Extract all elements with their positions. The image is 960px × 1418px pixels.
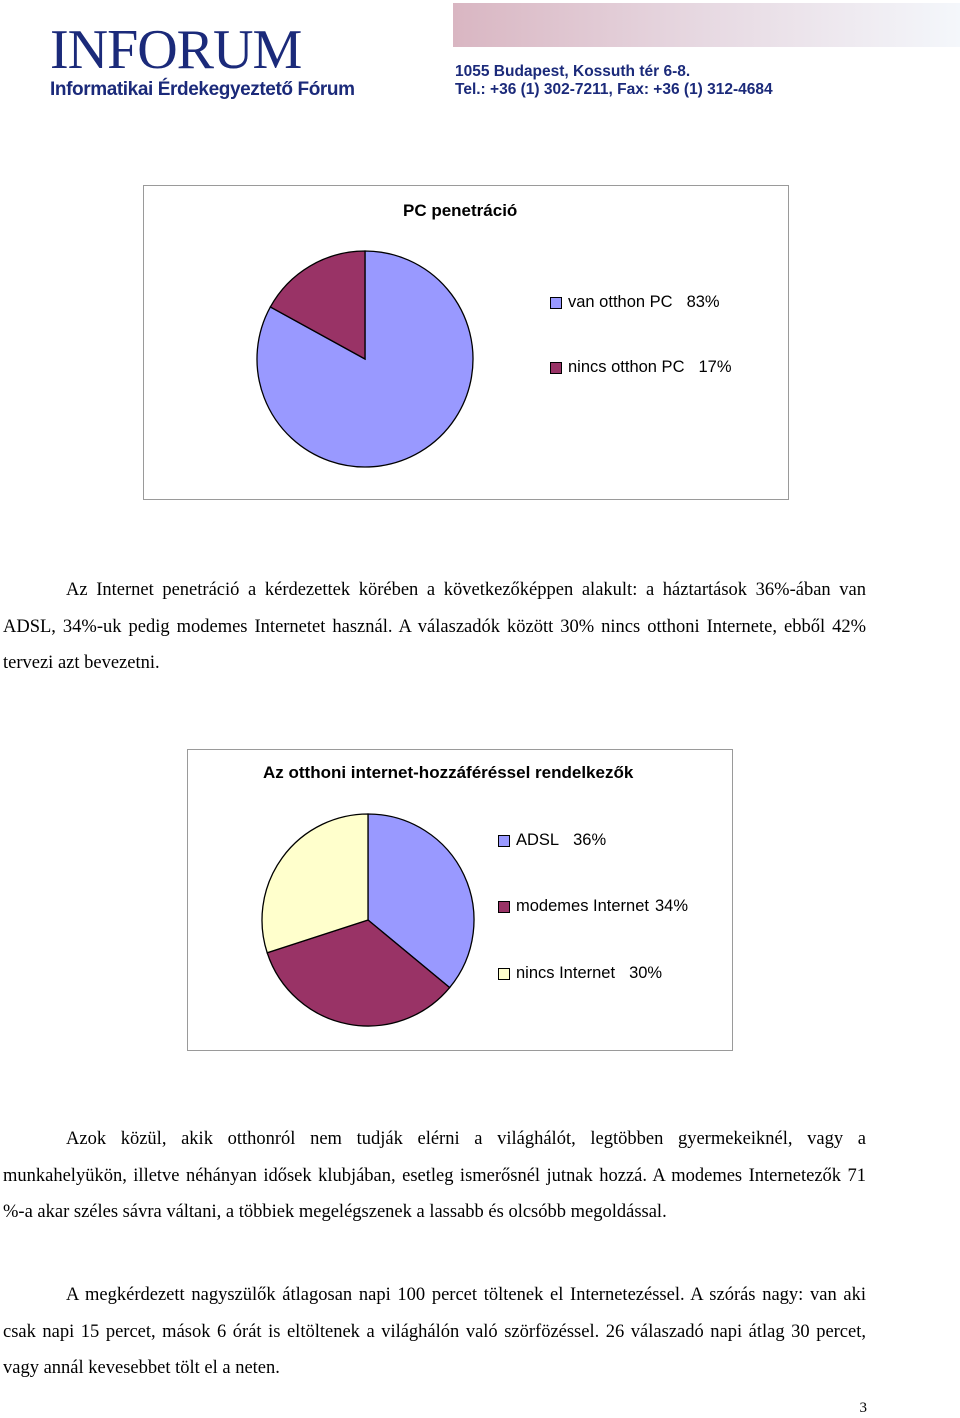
legend-label: modemes Internet xyxy=(516,897,649,915)
legend-value: 17% xyxy=(698,358,732,376)
header-gradient-band xyxy=(453,3,960,47)
pie-chart xyxy=(255,249,475,469)
pie-chart xyxy=(260,812,476,1028)
legend-label: ADSL xyxy=(516,831,560,849)
paragraph-time-spent xyxy=(3,1277,866,1387)
legend-swatch xyxy=(498,835,510,847)
contact-address xyxy=(455,63,773,99)
legend-item-van-otthon-pc xyxy=(550,293,720,312)
legend-item-adsl xyxy=(498,831,606,850)
legend-item-nincs-otthon-pc xyxy=(550,358,732,377)
legend-swatch xyxy=(550,362,562,374)
chart-title: PC penetráció xyxy=(403,201,518,220)
paragraph-text: A megkérdezett nagyszülők átlagosan napi 100 percet töltenek el Internetezéssel. A szórás nagy: van aki csak napi 15 percet, mások 6 órát is eltöltenek a világhálón való szörfözéssel. 26 válaszadó napi átlag 30 percet, vagy annál kevesebbet tölt el a neten. xyxy=(3,1285,866,1378)
legend-swatch xyxy=(498,901,510,913)
legend-value: 30% xyxy=(629,964,663,982)
legend-swatch xyxy=(498,968,510,980)
legend-value: 83% xyxy=(686,293,720,311)
page-number: 3 xyxy=(859,1400,867,1416)
paragraph-text: Azok közül, akik otthonról nem tudják elérni a világhálót, legtöbben gyermekeiknél, vagy a munkahelyükön, illetve néhányan idősek klubjában, esetleg ismerősnél jutnak hozzá. A modemes Internetezők 71 %-a akar széles sávra váltani, a többiek megelégszenek a lassabb és olcsóbb megoldással. xyxy=(3,1129,866,1222)
paragraph-text: Az Internet penetráció a kérdezettek körében a következőképpen alakult: a háztartások 36%-ában van ADSL, 34%-uk pedig modemes Internetet használ. A válaszadók között 30% nincs otthoni Internete, ebből 42% tervezi azt bevezetni. xyxy=(3,580,866,673)
paragraph-internet-penetration xyxy=(3,572,866,682)
legend-value: 34% xyxy=(654,897,689,915)
paragraph-access-locations xyxy=(3,1121,866,1231)
phone-fax-line: Tel.: +36 (1) 302-7211, Fax: +36 (1) 312-4684 xyxy=(455,81,773,98)
logo-subtitle: Informatikai Érdekegyeztető Fórum xyxy=(50,79,355,100)
legend-label: nincs otthon PC xyxy=(568,358,685,376)
legend-item-nincs-internet xyxy=(498,964,662,983)
legend-label: van otthon PC xyxy=(568,293,673,311)
legend-swatch xyxy=(550,297,562,309)
legend-value: 36% xyxy=(573,831,607,849)
pc-penetration-chart xyxy=(143,185,789,500)
address-line: 1055 Budapest, Kossuth tér 6-8. xyxy=(455,63,691,80)
legend-item-modemes-internet xyxy=(498,897,688,916)
logo-wordmark: INFORUM xyxy=(50,19,302,81)
home-internet-access-chart xyxy=(187,749,733,1051)
chart-title: Az otthoni internet-hozzáféréssel rendelkezők xyxy=(263,763,634,782)
legend-label: nincs Internet xyxy=(516,964,616,982)
